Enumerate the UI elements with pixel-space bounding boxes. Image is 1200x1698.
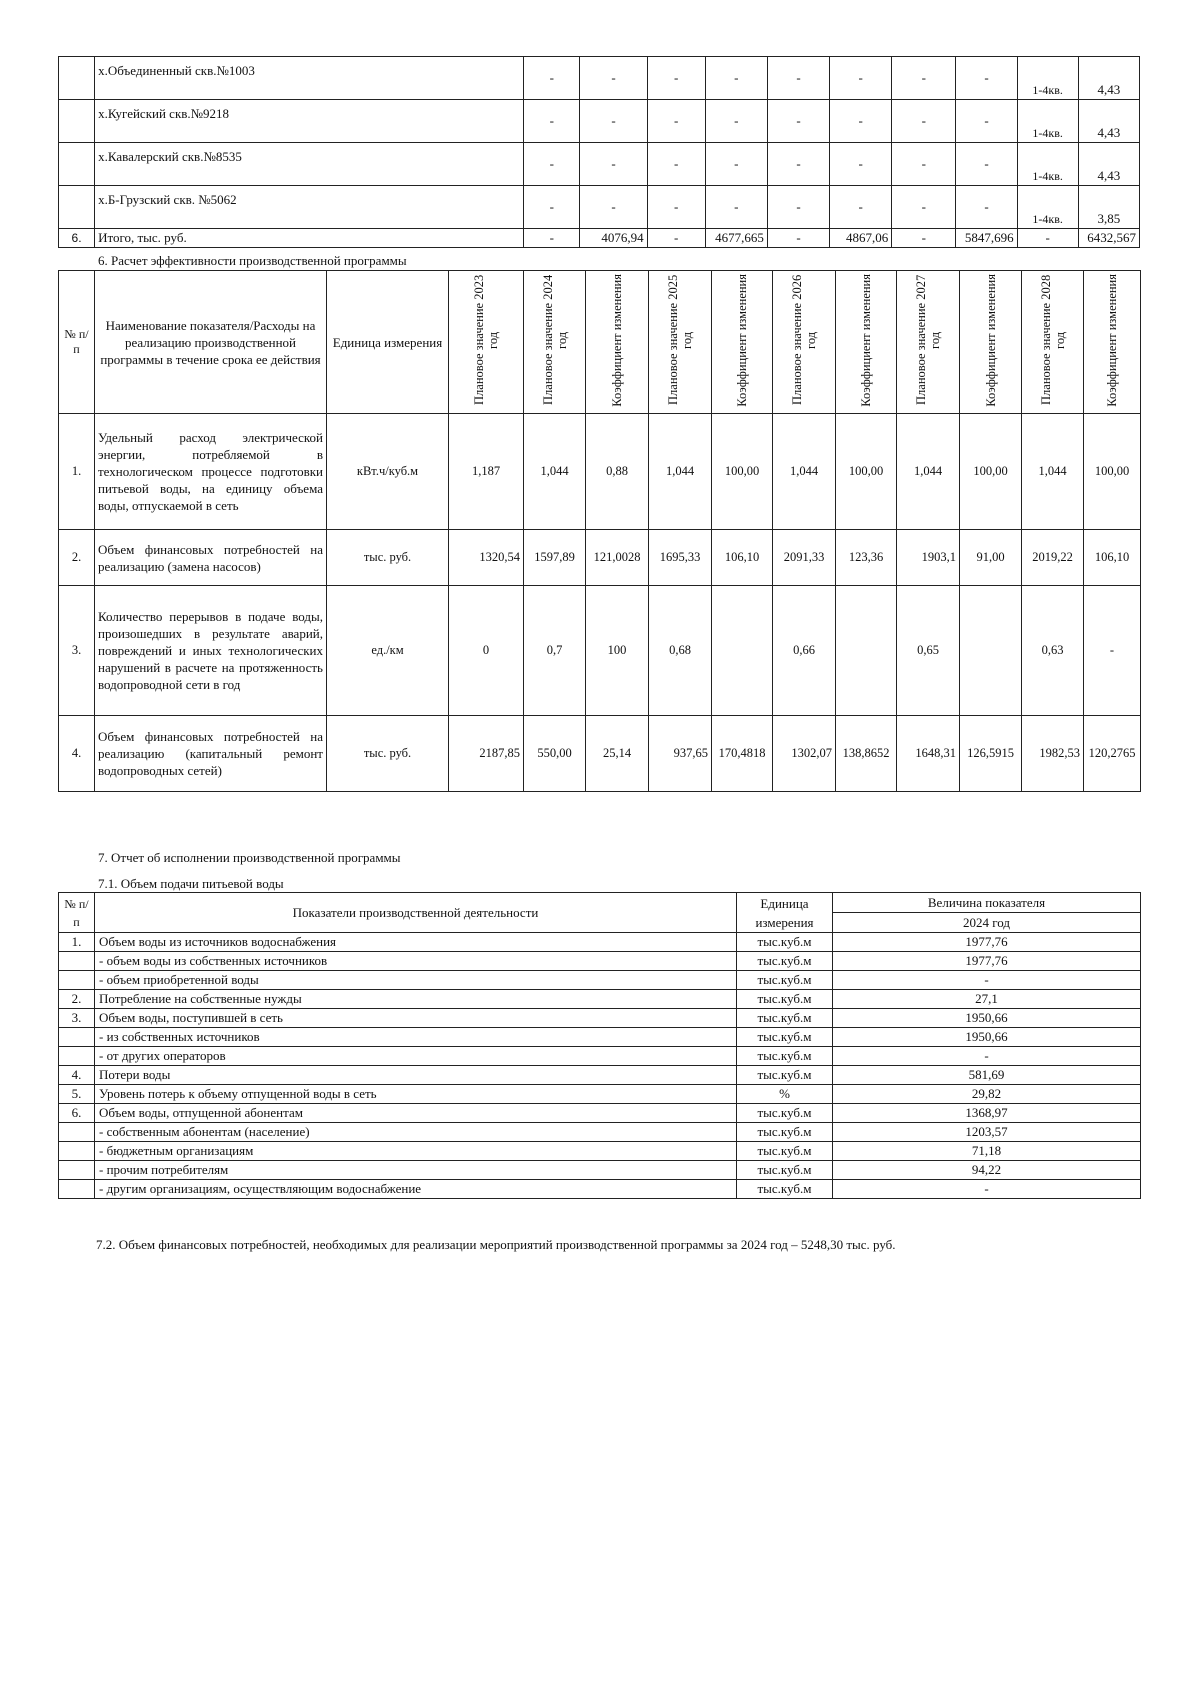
value-cell xyxy=(712,586,773,716)
indicator-name: Объем воды, поступившей в сеть xyxy=(95,1009,737,1028)
indicator-name: Объем финансовых потребностей на реализацию (замена насосов) xyxy=(95,530,327,586)
value-cell: 0,88 xyxy=(586,414,649,530)
indicator-name: Объем финансовых потребностей на реализацию (капитальный ремонт водопроводных сетей) xyxy=(95,716,327,792)
table-cell: - xyxy=(767,57,829,100)
header-year: 2024 год xyxy=(833,913,1141,933)
indicator-name: - из собственных источников xyxy=(95,1028,737,1047)
table-cell: - xyxy=(580,186,647,229)
table-row xyxy=(59,990,1141,1009)
table-cell: - xyxy=(956,57,1017,100)
unit-cell: кВт.ч/куб.м xyxy=(327,414,449,530)
unit-cell: тыс. руб. xyxy=(327,716,449,792)
row-number xyxy=(59,1123,95,1142)
value-cell: 138,8652 xyxy=(836,716,897,792)
row-number: 5. xyxy=(59,1085,95,1104)
source-name: х.Объединенный скв.№1003 xyxy=(95,57,524,100)
value-cell: 100,00 xyxy=(836,414,897,530)
quarter-cell: 1-4кв. xyxy=(1017,100,1078,143)
table-cell: - xyxy=(580,100,647,143)
table-row xyxy=(59,1104,1141,1123)
value-cell: 106,10 xyxy=(1084,530,1141,586)
sources-cost-table xyxy=(58,56,1140,248)
unit-cell: тыс.куб.м xyxy=(737,990,833,1009)
value-cell: - xyxy=(833,971,1141,990)
value-cell: - xyxy=(1084,586,1141,716)
indicator-name: - бюджетным организациям xyxy=(95,1142,737,1161)
value-cell: 1695,33 xyxy=(649,530,712,586)
value-cell: 1,044 xyxy=(649,414,712,530)
table-cell: - xyxy=(767,186,829,229)
value-cell: 1977,76 xyxy=(833,933,1141,952)
unit-cell: тыс.куб.м xyxy=(737,971,833,990)
row-number: 6. xyxy=(59,229,95,248)
table-cell: - xyxy=(892,229,956,248)
section7-title: 7. Отчет об исполнении производственной программы xyxy=(98,850,401,865)
table-cell: - xyxy=(767,143,829,186)
table-cell: - xyxy=(830,143,892,186)
value-cell: 2019,22 xyxy=(1022,530,1084,586)
value-cell: 126,5915 xyxy=(960,716,1022,792)
value-cell: 120,2765 xyxy=(1084,716,1141,792)
header-col: Коэффициент изменения xyxy=(1084,271,1141,414)
quarter-cell: 1-4кв. xyxy=(1017,143,1078,186)
unit-cell: ед./км xyxy=(327,586,449,716)
table-cell: - xyxy=(524,143,580,186)
value-cell: 1648,31 xyxy=(897,716,960,792)
financial-needs-note: 7.2. Объем финансовых потребностей, необходимых для реализации мероприятий производственной программы за 2024 год – 5248,30 тыс. руб. xyxy=(96,1237,896,1252)
table-row xyxy=(59,933,1141,952)
value-cell: 4,43 xyxy=(1078,57,1139,100)
value-cell: 4,43 xyxy=(1078,100,1139,143)
value-cell: 27,1 xyxy=(833,990,1141,1009)
table-row xyxy=(59,414,1141,530)
table-row xyxy=(59,1123,1141,1142)
unit-cell: тыс.куб.м xyxy=(737,1180,833,1199)
table-cell: - xyxy=(892,143,956,186)
row-number xyxy=(59,1180,95,1199)
value-cell: 100,00 xyxy=(1084,414,1141,530)
table-row xyxy=(59,143,1140,186)
row-number xyxy=(59,1142,95,1161)
value-cell: 1,044 xyxy=(773,414,836,530)
header-col: Плановое значение 2027 год xyxy=(897,271,960,414)
total-label: Итого, тыс. руб. xyxy=(95,229,524,248)
row-number xyxy=(59,971,95,990)
header-col: Плановое значение 2023 год xyxy=(449,271,524,414)
value-cell: 581,69 xyxy=(833,1066,1141,1085)
unit-cell: тыс.куб.м xyxy=(737,1009,833,1028)
value-cell: 0,7 xyxy=(524,586,586,716)
value-cell: 0 xyxy=(449,586,524,716)
table-cell: - xyxy=(830,186,892,229)
value-cell xyxy=(836,586,897,716)
table-cell: - xyxy=(647,143,705,186)
header-unit: Единица измерения xyxy=(737,893,833,933)
table-cell: - xyxy=(647,100,705,143)
header-indicators: Показатели производственной деятельности xyxy=(95,893,737,933)
table-cell: - xyxy=(767,100,829,143)
value-cell: 170,4818 xyxy=(712,716,773,792)
indicator-name: Потребление на собственные нужды xyxy=(95,990,737,1009)
section71-title: 7.1. Объем подачи питьевой воды xyxy=(98,876,284,891)
value-cell: 1903,1 xyxy=(897,530,960,586)
source-name: х.Кавалерский скв.№8535 xyxy=(95,143,524,186)
value-cell: 1203,57 xyxy=(833,1123,1141,1142)
indicator-name: - другим организациям, осуществляющим водоснабжение xyxy=(95,1180,737,1199)
table-cell: - xyxy=(956,186,1017,229)
value-cell: 0,66 xyxy=(773,586,836,716)
table-cell: - xyxy=(956,143,1017,186)
table-cell: - xyxy=(524,186,580,229)
table-row xyxy=(59,1142,1141,1161)
value-cell: 1368,97 xyxy=(833,1104,1141,1123)
header-col: Плановое значение 2028 год xyxy=(1022,271,1084,414)
total-row xyxy=(59,229,1140,248)
unit-cell: тыс. руб. xyxy=(327,530,449,586)
table-row xyxy=(59,57,1140,100)
row-number xyxy=(59,57,95,100)
value-cell: 937,65 xyxy=(649,716,712,792)
table-cell: - xyxy=(892,186,956,229)
table-cell: - xyxy=(580,57,647,100)
row-number: 1. xyxy=(59,933,95,952)
row-number xyxy=(59,186,95,229)
value-cell: 100,00 xyxy=(960,414,1022,530)
table-row xyxy=(59,971,1141,990)
row-number: 4. xyxy=(59,716,95,792)
row-number xyxy=(59,1047,95,1066)
indicator-name: Количество перерывов в подаче воды, произошедших в результате аварий, повреждений и иных технологических нарушений в расчете на протяженность водопроводной сети в год xyxy=(95,586,327,716)
table-cell: - xyxy=(892,57,956,100)
table-row xyxy=(59,100,1140,143)
table-cell: - xyxy=(524,100,580,143)
table-cell: - xyxy=(705,100,767,143)
table-cell: - xyxy=(647,186,705,229)
value-cell: - xyxy=(833,1047,1141,1066)
indicator-name: - объем приобретенной воды xyxy=(95,971,737,990)
unit-cell: тыс.куб.м xyxy=(737,1123,833,1142)
table-cell: - xyxy=(705,186,767,229)
value-cell: 100,00 xyxy=(712,414,773,530)
value-cell: 25,14 xyxy=(586,716,649,792)
unit-cell: тыс.куб.м xyxy=(737,1104,833,1123)
value-cell: 0,63 xyxy=(1022,586,1084,716)
quarter-cell: 1-4кв. xyxy=(1017,186,1078,229)
table-cell: - xyxy=(830,57,892,100)
value-cell: 1950,66 xyxy=(833,1009,1141,1028)
header-value: Величина показателя xyxy=(833,893,1141,913)
indicator-name: - от других операторов xyxy=(95,1047,737,1066)
value-cell: 29,82 xyxy=(833,1085,1141,1104)
value-cell: 1,187 xyxy=(449,414,524,530)
source-name: х.Б-Грузский скв. №5062 xyxy=(95,186,524,229)
row-number: 1. xyxy=(59,414,95,530)
unit-cell: тыс.куб.м xyxy=(737,1047,833,1066)
row-number xyxy=(59,1161,95,1180)
value-cell: 1302,07 xyxy=(773,716,836,792)
value-cell: - xyxy=(833,1180,1141,1199)
value-cell: 2187,85 xyxy=(449,716,524,792)
indicator-name: Потери воды xyxy=(95,1066,737,1085)
row-number: 4. xyxy=(59,1066,95,1085)
table-cell: - xyxy=(580,143,647,186)
value-cell xyxy=(960,586,1022,716)
row-number: 3. xyxy=(59,586,95,716)
table-cell: - xyxy=(705,57,767,100)
table-cell: - xyxy=(1017,229,1078,248)
value-cell: 1950,66 xyxy=(833,1028,1141,1047)
table-cell: 6432,567 xyxy=(1078,229,1139,248)
row-number xyxy=(59,1028,95,1047)
header-no: № п/п xyxy=(59,271,95,414)
header-col: Коэффициент изменения xyxy=(712,271,773,414)
table-row xyxy=(59,1066,1141,1085)
unit-cell: тыс.куб.м xyxy=(737,933,833,952)
value-cell: 1597,89 xyxy=(524,530,586,586)
table-cell: - xyxy=(524,57,580,100)
table-cell: 5847,696 xyxy=(956,229,1017,248)
header-col: Плановое значение 2026 год xyxy=(773,271,836,414)
table-row xyxy=(59,1028,1141,1047)
table-row xyxy=(59,530,1141,586)
table-row xyxy=(59,1180,1141,1199)
row-number: 2. xyxy=(59,990,95,1009)
header-name: Наименование показателя/Расходы на реализацию производственной программы в течение срока ее действия xyxy=(95,271,327,414)
value-cell: 106,10 xyxy=(712,530,773,586)
table-cell: - xyxy=(705,143,767,186)
indicator-name: Объем воды, отпущенной абонентам xyxy=(95,1104,737,1123)
table-row xyxy=(59,1085,1141,1104)
value-cell: 71,18 xyxy=(833,1142,1141,1161)
section6-title: 6. Расчет эффективности производственной программы xyxy=(98,253,407,268)
table-cell: - xyxy=(767,229,829,248)
indicator-name: Удельный расход электрической энергии, потребляемой в технологическом процессе подготовки питьевой воды, на единицу объема воды, отпускаемой в сеть xyxy=(95,414,327,530)
header-col: Коэффициент изменения xyxy=(586,271,649,414)
value-cell: 121,0028 xyxy=(586,530,649,586)
table-row xyxy=(59,1161,1141,1180)
quarter-cell: 1-4кв. xyxy=(1017,57,1078,100)
table-cell: - xyxy=(830,100,892,143)
row-number xyxy=(59,100,95,143)
table-row xyxy=(59,952,1141,971)
unit-cell: % xyxy=(737,1085,833,1104)
source-name: х.Кугейский скв.№9218 xyxy=(95,100,524,143)
header-col: Плановое значение 2024 год xyxy=(524,271,586,414)
table-cell: 4867,06 xyxy=(830,229,892,248)
value-cell: 91,00 xyxy=(960,530,1022,586)
header-col: Плановое значение 2025 год xyxy=(649,271,712,414)
row-number: 3. xyxy=(59,1009,95,1028)
value-cell: 94,22 xyxy=(833,1161,1141,1180)
value-cell: 0,68 xyxy=(649,586,712,716)
unit-cell: тыс.куб.м xyxy=(737,1161,833,1180)
value-cell: 2091,33 xyxy=(773,530,836,586)
indicator-name: - прочим потребителям xyxy=(95,1161,737,1180)
indicator-name: Объем воды из источников водоснабжения xyxy=(95,933,737,952)
value-cell: 1977,76 xyxy=(833,952,1141,971)
table-row xyxy=(59,1047,1141,1066)
value-cell: 0,65 xyxy=(897,586,960,716)
indicator-name: Уровень потерь к объему отпущенной воды в сеть xyxy=(95,1085,737,1104)
table-row xyxy=(59,1009,1141,1028)
table-cell: - xyxy=(647,229,705,248)
header-unit: Единица измерения xyxy=(327,271,449,414)
efficiency-table xyxy=(58,270,1141,792)
table-cell: - xyxy=(892,100,956,143)
row-number xyxy=(59,952,95,971)
value-cell: 1320,54 xyxy=(449,530,524,586)
unit-cell: тыс.куб.м xyxy=(737,1142,833,1161)
table-cell: 4677,665 xyxy=(705,229,767,248)
unit-cell: тыс.куб.м xyxy=(737,952,833,971)
table-cell: - xyxy=(647,57,705,100)
value-cell: 123,36 xyxy=(836,530,897,586)
table-cell: - xyxy=(956,100,1017,143)
header-col: Коэффициент изменения xyxy=(960,271,1022,414)
table-row xyxy=(59,586,1141,716)
indicator-name: - объем воды из собственных источников xyxy=(95,952,737,971)
water-volume-table xyxy=(58,892,1141,1199)
table-cell: - xyxy=(524,229,580,248)
indicator-name: - собственным абонентам (население) xyxy=(95,1123,737,1142)
table-cell: 4076,94 xyxy=(580,229,647,248)
header-col: Коэффициент изменения xyxy=(836,271,897,414)
row-number: 2. xyxy=(59,530,95,586)
header-no: № п/п xyxy=(59,893,95,933)
unit-cell: тыс.куб.м xyxy=(737,1028,833,1047)
value-cell: 3,85 xyxy=(1078,186,1139,229)
value-cell: 100 xyxy=(586,586,649,716)
value-cell: 1,044 xyxy=(897,414,960,530)
row-number xyxy=(59,143,95,186)
table-row xyxy=(59,716,1141,792)
value-cell: 1,044 xyxy=(524,414,586,530)
value-cell: 4,43 xyxy=(1078,143,1139,186)
table-row xyxy=(59,186,1140,229)
value-cell: 1,044 xyxy=(1022,414,1084,530)
row-number: 6. xyxy=(59,1104,95,1123)
value-cell: 1982,53 xyxy=(1022,716,1084,792)
value-cell: 550,00 xyxy=(524,716,586,792)
unit-cell: тыс.куб.м xyxy=(737,1066,833,1085)
